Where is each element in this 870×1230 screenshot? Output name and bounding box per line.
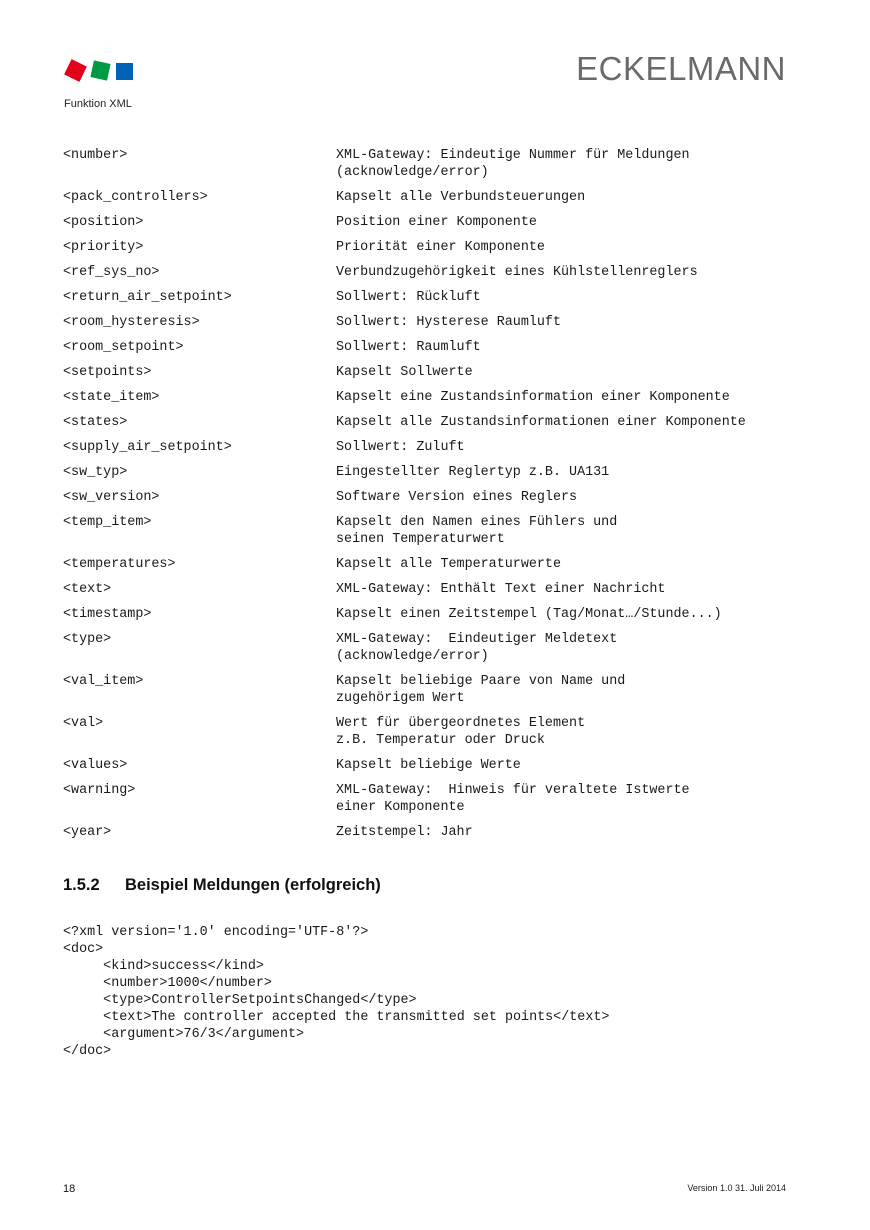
tag-name: <room_setpoint> <box>63 340 184 355</box>
tag-description: Sollwert: Zuluft <box>336 440 465 455</box>
tag-row <box>63 289 823 306</box>
tag-description: Kapselt den Namen eines Fühlers und seinen Temperaturwert <box>336 515 618 547</box>
tag-description: Software Version eines Reglers <box>336 490 578 505</box>
tag-row <box>63 715 823 749</box>
xml-code-example: <?xml version='1.0' encoding='UTF-8'?> <doc> <kind>success</kind> <number>1000</number> <type>ControllerSetpointsChanged</type> <text>The controller accepted the transmitted set points</text> <argument>76/3</argument> </doc> <box>63 925 610 1059</box>
tag-name: <temp_item> <box>63 515 152 530</box>
logo-green-square <box>90 60 110 80</box>
tag-row <box>63 147 823 181</box>
tag-name: <sw_version> <box>63 490 160 505</box>
tag-description: Kapselt beliebige Werte <box>336 758 521 773</box>
tag-row <box>63 339 823 356</box>
tag-name: <number> <box>63 148 128 163</box>
tag-description: Kapselt alle Zustandsinformationen einer Komponente <box>336 415 746 430</box>
company-logo <box>64 58 136 84</box>
tag-row <box>63 606 823 623</box>
tag-row <box>63 673 823 707</box>
tag-name: <sw_typ> <box>63 465 128 480</box>
tag-description: Kapselt eine Zustandsinformation einer Komponente <box>336 390 730 405</box>
tag-description: Priorität einer Komponente <box>336 240 545 255</box>
tag-name: <state_item> <box>63 390 160 405</box>
tag-description: Kapselt alle Temperaturwerte <box>336 557 561 572</box>
tag-row <box>63 239 823 256</box>
tag-row <box>63 464 823 481</box>
tag-description: Zeitstempel: Jahr <box>336 825 473 840</box>
tag-name: <text> <box>63 582 112 597</box>
tag-row <box>63 414 823 431</box>
tag-name: <timestamp> <box>63 607 152 622</box>
logo-blue-square <box>116 63 133 80</box>
tag-name: <room_hysteresis> <box>63 315 200 330</box>
tag-description: Kapselt einen Zeitstempel (Tag/Monat…/Stunde...) <box>336 607 722 622</box>
tag-name: <type> <box>63 632 112 647</box>
tag-row <box>63 364 823 381</box>
tag-description: Sollwert: Raumluft <box>336 340 481 355</box>
tag-description: XML-Gateway: Eindeutiger Meldetext (acknowledge/error) <box>336 632 618 664</box>
tag-name: <states> <box>63 415 128 430</box>
tag-description: Kapselt beliebige Paare von Name und zugehörigem Wert <box>336 674 626 706</box>
running-header: Funktion XML <box>64 98 132 110</box>
page-number: 18 <box>63 1183 76 1195</box>
xml-tag-list <box>63 147 823 849</box>
section-title: Beispiel Meldungen (erfolgreich) <box>125 876 381 894</box>
section-number: 1.5.2 <box>63 876 100 894</box>
brand-name: ECKELMANN <box>576 50 786 87</box>
tag-description: Kapselt Sollwerte <box>336 365 473 380</box>
tag-description: XML-Gateway: Hinweis für veraltete Istwerte einer Komponente <box>336 783 690 815</box>
version-date: Version 1.0 31. Juli 2014 <box>687 1183 786 1193</box>
tag-row <box>63 757 823 774</box>
tag-description: XML-Gateway: Enthält Text einer Nachricht <box>336 582 666 597</box>
tag-description: Eingestellter Reglertyp z.B. UA131 <box>336 465 610 480</box>
tag-row <box>63 264 823 281</box>
tag-row <box>63 214 823 231</box>
tag-description: Verbundzugehörigkeit eines Kühlstellenreglers <box>336 265 698 280</box>
tag-row <box>63 782 823 816</box>
tag-name: <return_air_setpoint> <box>63 290 232 305</box>
tag-row <box>63 489 823 506</box>
tag-name: <temperatures> <box>63 557 176 572</box>
tag-row <box>63 439 823 456</box>
tag-name: <supply_air_setpoint> <box>63 440 232 455</box>
tag-description: Sollwert: Rückluft <box>336 290 481 305</box>
tag-description: Position einer Komponente <box>336 215 537 230</box>
tag-row <box>63 314 823 331</box>
logo-red-square <box>64 59 87 82</box>
tag-name: <values> <box>63 758 128 773</box>
tag-row <box>63 389 823 406</box>
tag-description: Wert für übergeordnetes Element z.B. Temperatur oder Druck <box>336 716 586 748</box>
tag-description: Kapselt alle Verbundsteuerungen <box>336 190 586 205</box>
tag-name: <pack_controllers> <box>63 190 208 205</box>
tag-row <box>63 189 823 206</box>
tag-row <box>63 824 823 841</box>
tag-name: <val_item> <box>63 674 144 689</box>
tag-row <box>63 581 823 598</box>
tag-name: <setpoints> <box>63 365 152 380</box>
tag-row <box>63 556 823 573</box>
section-heading <box>63 876 381 895</box>
tag-name: <year> <box>63 825 112 840</box>
tag-name: <val> <box>63 716 104 731</box>
tag-name: <warning> <box>63 783 136 798</box>
tag-row <box>63 514 823 548</box>
tag-name: <position> <box>63 215 144 230</box>
tag-row <box>63 631 823 665</box>
tag-description: XML-Gateway: Eindeutige Nummer für Meldungen (acknowledge/error) <box>336 148 690 180</box>
tag-name: <ref_sys_no> <box>63 265 160 280</box>
tag-name: <priority> <box>63 240 144 255</box>
tag-description: Sollwert: Hysterese Raumluft <box>336 315 561 330</box>
